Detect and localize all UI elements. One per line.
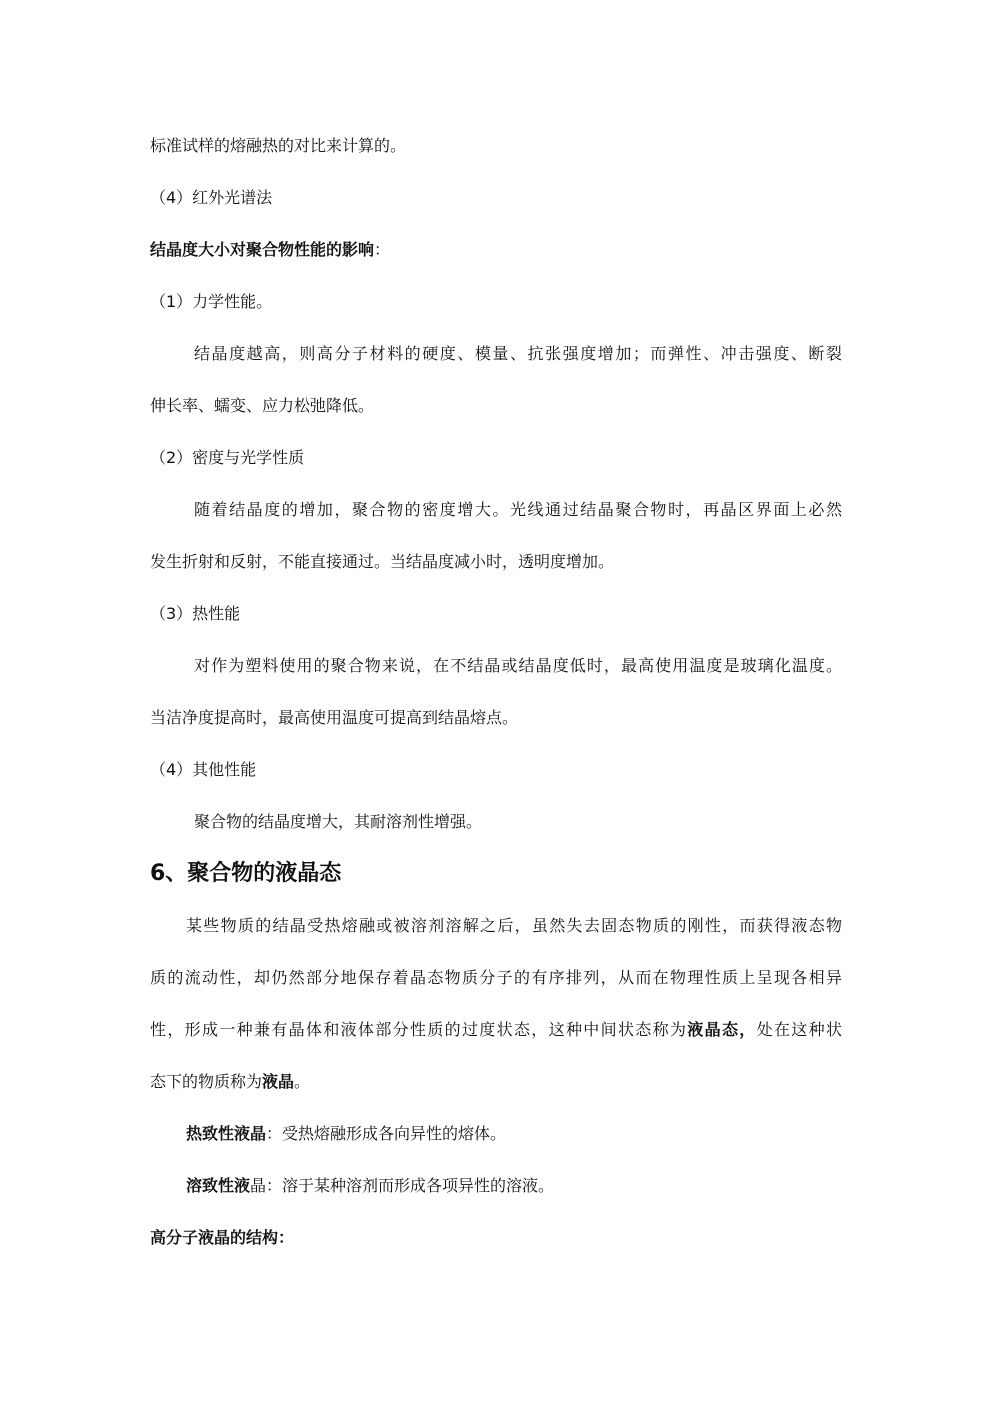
definition-term: 溶致性液 — [186, 1176, 251, 1195]
definition-thermotropic — [186, 1124, 506, 1144]
paragraph-text: 发生折射和反射，不能直接通过。当结晶度减小时，透明度增加。 — [150, 552, 615, 571]
definition-text: ：溶于某种溶剂而形成各项异性的溶液。 — [266, 1176, 555, 1195]
text-run: 处在这种状 — [756, 1020, 842, 1039]
definition-lyotropic — [186, 1176, 554, 1196]
subtitle-colon: ： — [374, 240, 391, 259]
list-heading-mechanical: （1）力学性能。 — [150, 292, 273, 311]
text-run: 性，形成一种兼有晶体和液体部分性质的过度状态，这种中间状态称为 — [150, 1020, 688, 1039]
section-subtitle-crystallinity-effects — [150, 240, 390, 260]
paragraph-text: 某些物质的结晶受热熔融或被溶剂溶解之后，虽然失去固态物质的刚性，而获得液态物 — [186, 916, 842, 935]
definition-text: ：受热熔融形成各向异性的熔体。 — [266, 1124, 507, 1143]
paragraph-text — [150, 1072, 310, 1092]
paragraph-text: 当洁净度提高时，最高使用温度可提高到结晶熔点。 — [150, 708, 519, 727]
paragraph-text — [150, 1020, 842, 1040]
subheading-polymer-lc-structure: 高分子液晶的结构： — [150, 1228, 295, 1247]
paragraph-text: 随着结晶度的增加，聚合物的密度增大。光线通过结晶聚合物时，再晶区界面上必然 — [194, 500, 842, 519]
paragraph-text: 聚合物的结晶度增大，其耐溶剂性增强。 — [194, 812, 483, 831]
text-run: 。 — [294, 1072, 311, 1091]
subtitle-bold: 结晶度大小对聚合物性能的影响 — [150, 240, 375, 259]
term-liquid-crystal-state: 液晶态， — [687, 1020, 757, 1039]
definition-term-tail: 晶 — [250, 1176, 267, 1195]
paragraph-text: 质的流动性，却仍然部分地保存着晶态物质分子的有序排列，从而在物理性质上呈现各相异 — [150, 968, 842, 987]
section-heading: 6、聚合物的液晶态 — [150, 861, 342, 886]
list-heading-other: （4）其他性能 — [150, 760, 257, 779]
list-heading-infrared: （4）红外光谱法 — [150, 188, 273, 207]
definition-term: 热致性液晶 — [186, 1124, 267, 1143]
paragraph-text: 结晶度越高，则高分子材料的硬度、模量、抗张强度增加；而弹性、冲击强度、断裂 — [194, 344, 842, 363]
paragraph-text: 伸长率、蠕变、应力松弛降低。 — [150, 396, 375, 415]
list-heading-thermal: （3）热性能 — [150, 604, 241, 623]
paragraph-text: 对作为塑料使用的聚合物来说，在不结晶或结晶度低时，最高使用温度是玻璃化温度。 — [194, 656, 842, 675]
text-run: 态下的物质称为 — [150, 1072, 263, 1091]
term-liquid-crystal: 液晶 — [262, 1072, 295, 1091]
paragraph-text: 标准试样的熔融热的对比来计算的。 — [150, 136, 407, 155]
list-heading-density-optical: （2）密度与光学性质 — [150, 448, 305, 467]
